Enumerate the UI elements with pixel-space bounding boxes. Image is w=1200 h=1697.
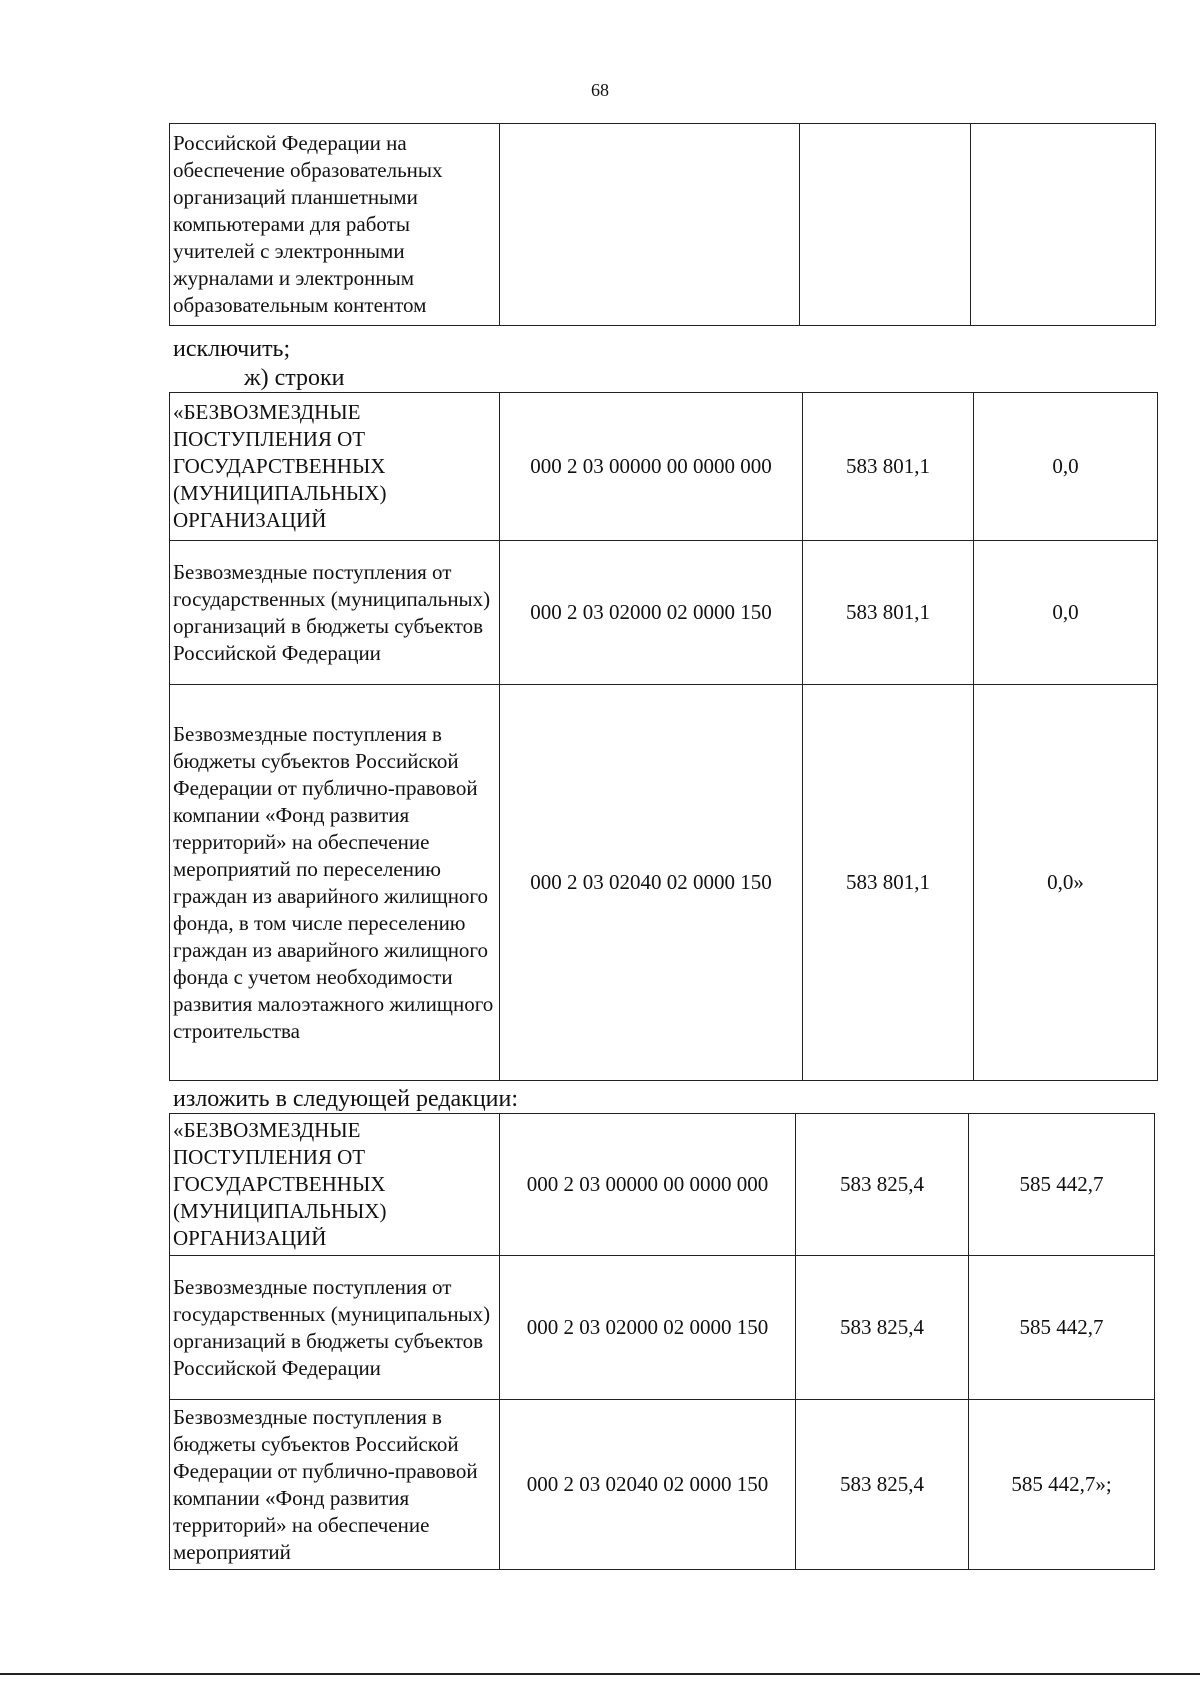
row-code	[500, 124, 800, 326]
row-code: 000 2 03 02000 02 0000 150	[500, 1256, 796, 1400]
instruction-rows-heading: ж) строки	[244, 365, 345, 391]
page-bottom-divider	[0, 1673, 1200, 1675]
row-value-2: 585 442,7	[969, 1114, 1155, 1256]
row-value-1	[800, 124, 971, 326]
row-value-1: 583 801,1	[803, 685, 974, 1081]
row-value-1: 583 825,4	[796, 1256, 969, 1400]
table-row	[170, 1114, 1155, 1256]
row-description: Безвозмездные поступления от государственных (муниципальных) организаций в бюджеты субъектов Российской Федерации	[170, 541, 500, 685]
row-value-2	[971, 124, 1156, 326]
instruction-exclude: исключить;	[173, 336, 291, 362]
row-code: 000 2 03 00000 00 0000 000	[500, 393, 803, 541]
table-row	[170, 685, 1158, 1081]
row-value-2: 0,0	[974, 393, 1158, 541]
instruction-replace: изложить в следующей редакции:	[173, 1086, 519, 1112]
table-row	[170, 124, 1156, 326]
table-new-rows	[169, 1113, 1155, 1570]
row-description: «БЕЗВОЗМЕЗДНЫЕ ПОСТУПЛЕНИЯ ОТ ГОСУДАРСТВЕННЫХ (МУНИЦИПАЛЬНЫХ) ОРГАНИЗАЦИЙ	[170, 1114, 500, 1256]
row-value-2: 0,0»	[974, 685, 1158, 1081]
row-value-2: 0,0	[974, 541, 1158, 685]
row-code: 000 2 03 00000 00 0000 000	[500, 1114, 796, 1256]
row-code: 000 2 03 02040 02 0000 150	[500, 1400, 796, 1570]
page-number: 68	[591, 80, 609, 100]
table-old-rows	[169, 392, 1158, 1081]
table-row	[170, 393, 1158, 541]
row-value-1: 583 801,1	[803, 393, 974, 541]
row-value-1: 583 825,4	[796, 1114, 969, 1256]
row-description: Российской Федерации на обеспечение образовательных организаций планшетными компьютерами для работы учителей с электронными журналами и электронным образовательным контентом	[170, 124, 500, 326]
row-description: «БЕЗВОЗМЕЗДНЫЕ ПОСТУПЛЕНИЯ ОТ ГОСУДАРСТВЕННЫХ (МУНИЦИПАЛЬНЫХ) ОРГАНИЗАЦИЙ	[170, 393, 500, 541]
table-excluded-fragment	[169, 123, 1156, 326]
row-value-2: 585 442,7»;	[969, 1400, 1155, 1570]
row-value-2: 585 442,7	[969, 1256, 1155, 1400]
table-row	[170, 1400, 1155, 1570]
table-row	[170, 541, 1158, 685]
row-code: 000 2 03 02040 02 0000 150	[500, 685, 803, 1081]
row-description: Безвозмездные поступления от государственных (муниципальных) организаций в бюджеты субъектов Российской Федерации	[170, 1256, 500, 1400]
table-row	[170, 1256, 1155, 1400]
row-description: Безвозмездные поступления в бюджеты субъектов Российской Федерации от публично-правовой компании «Фонд развития территорий» на обеспечение мероприятий	[170, 1400, 500, 1570]
row-value-1: 583 801,1	[803, 541, 974, 685]
row-code: 000 2 03 02000 02 0000 150	[500, 541, 803, 685]
row-description: Безвозмездные поступления в бюджеты субъектов Российской Федерации от публично-правовой компании «Фонд развития территорий» на обеспечение мероприятий по переселению граждан из аварийного жилищного фонда, в том числе переселению граждан из аварийного жилищного фонда с учетом необходимости развития малоэтажного жилищного строительства	[170, 685, 500, 1081]
row-value-1: 583 825,4	[796, 1400, 969, 1570]
